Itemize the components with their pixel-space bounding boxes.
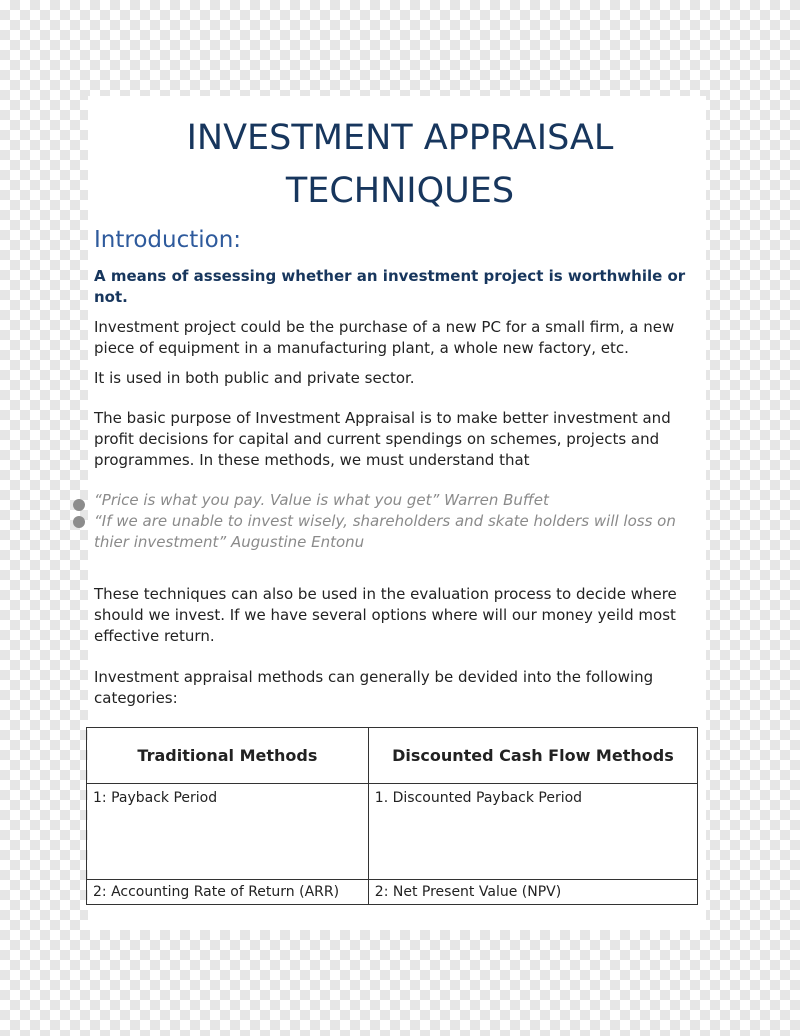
table-cell: 1. Discounted Payback Period [368,784,697,880]
table-row [87,784,698,880]
table-header-dcf: Discounted Cash Flow Methods [368,728,697,784]
table-cell: 1: Payback Period [87,784,369,880]
quote-list [94,490,712,553]
table-header-row [87,728,698,784]
intro-heading: Introduction: [94,227,242,253]
bullet-icon [73,499,85,511]
paragraph-evaluation: These techniques can also be used in the evaluation process to decide where should we invest. If we have several options where will our money yeild most effective return. [94,585,677,645]
table-row [87,880,698,905]
quote-item: “If we are unable to invest wisely, shareholders and skate holders will loss on thier investment” Augustine Entonu [94,512,676,551]
table-header-traditional: Traditional Methods [87,728,369,784]
title-line-2: TECHNIQUES [285,171,515,211]
methods-table [86,727,698,905]
quote-item: “Price is what you pay. Value is what you get” Warren Buffet [94,491,549,509]
lead-statement: A means of assessing whether an investment project is worthwhile or not. [94,267,686,306]
paragraph-basic-purpose: The basic purpose of Investment Appraisal is to make better investment and profit decisions for capital and current spendings on schemes, projects and programmes. In these methods, we must understand that [94,409,671,469]
paragraph-sectors: It is used in both public and private sector. [94,369,415,387]
document-title [0,112,800,218]
table-cell: 2: Accounting Rate of Return (ARR) [87,880,369,905]
paragraph-investment-project: Investment project could be the purchase of a new PC for a small firm, a new piece of equipment in a manufacturing plant, a whole new factory, etc. [94,318,675,357]
bullet-icon [73,516,85,528]
title-line-1: INVESTMENT APPRAISAL [186,118,614,158]
paragraph-categories: Investment appraisal methods can generally be devided into the following categories: [94,668,654,707]
table-cell: 2: Net Present Value (NPV) [368,880,697,905]
